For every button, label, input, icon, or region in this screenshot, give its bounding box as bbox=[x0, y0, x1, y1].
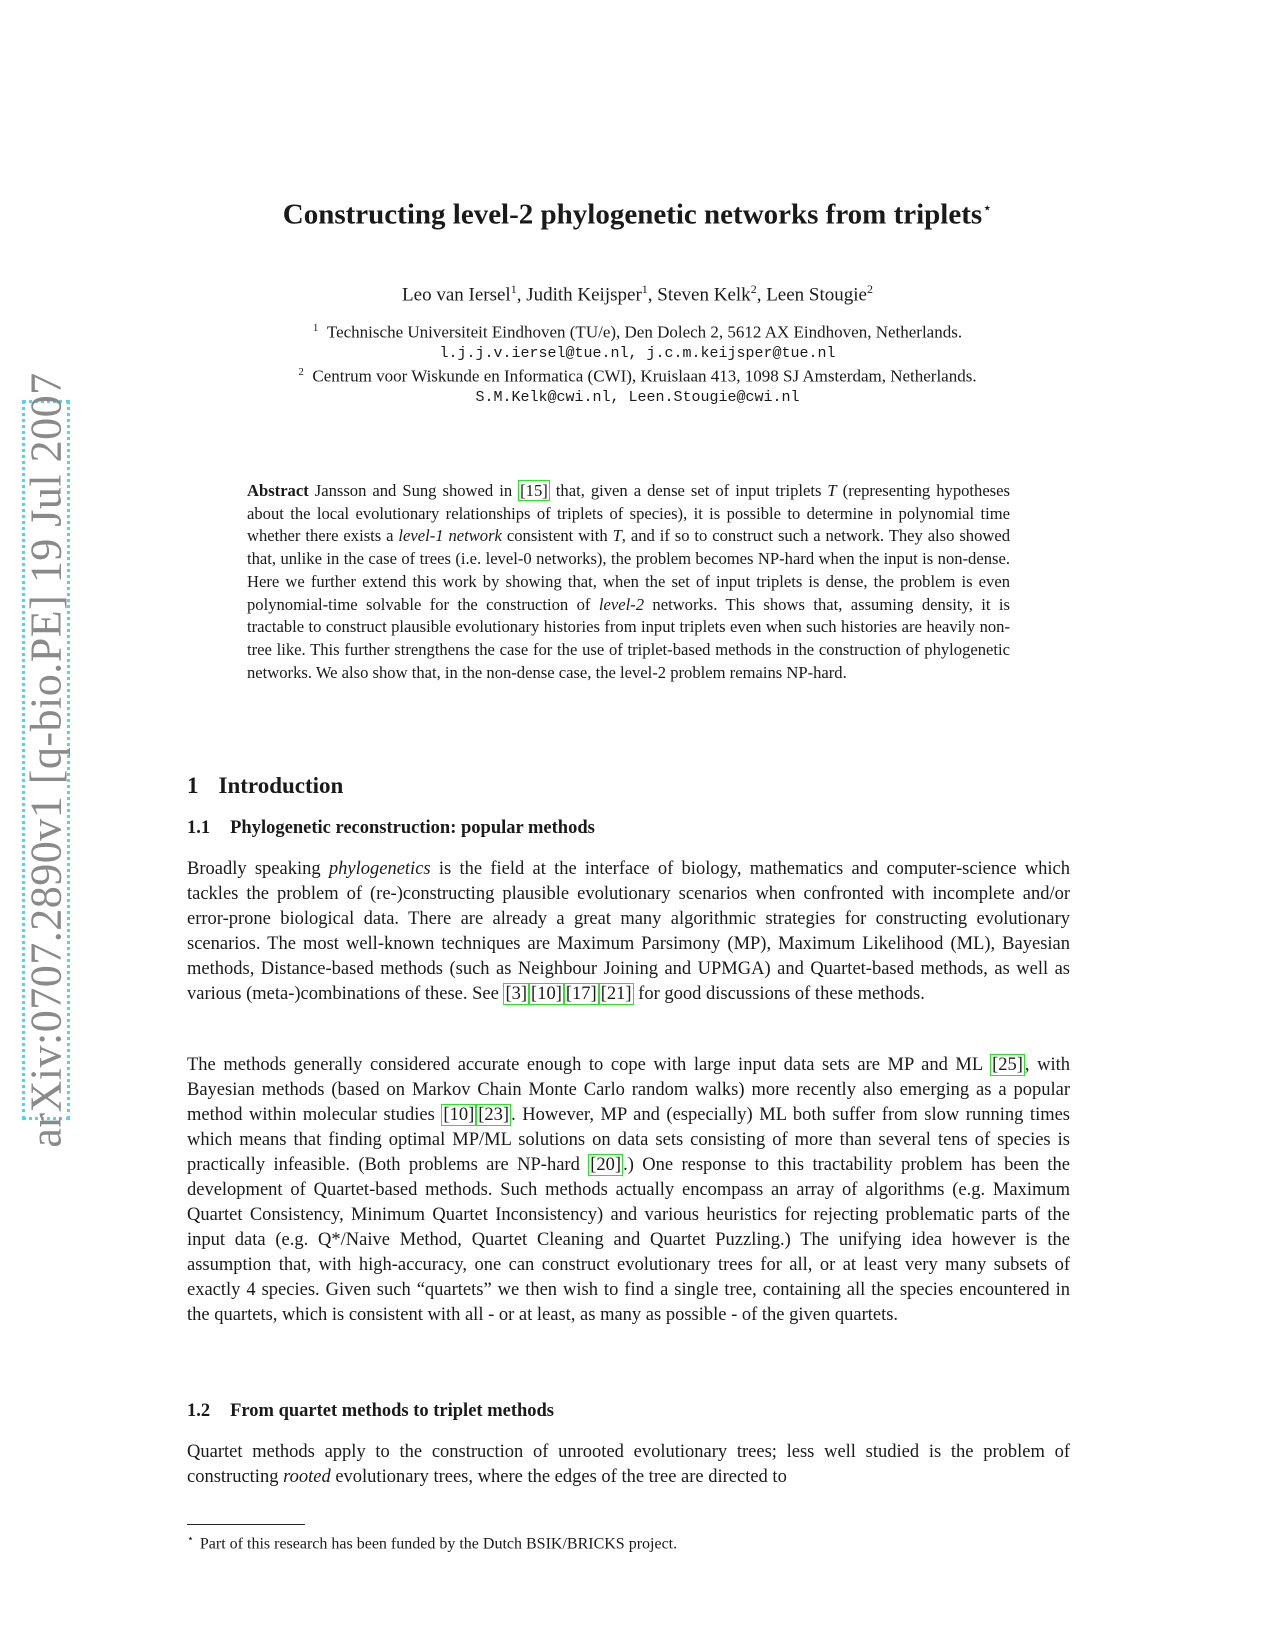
abstract-label: Abstract bbox=[247, 481, 309, 500]
author-name: Leen Stougie bbox=[766, 284, 867, 306]
arxiv-id-text: arXiv:0707.2890v1 [q-bio.PE] 19 Jul 2007 bbox=[21, 372, 71, 1148]
citation-link[interactable]: [21] bbox=[600, 984, 632, 1004]
affiliation-2: $^2$ Centrum voor Wiskunde en Informatica (CWI), Kruislaan 413, 1098 SJ Amsterdam, Netherlands. bbox=[298, 366, 977, 386]
paper-title: Constructing level-2 phylogenetic networks from triplets⋆ bbox=[282, 198, 993, 231]
citation-link[interactable]: [20] bbox=[590, 1155, 622, 1175]
author-list: Leo van Iersel$^1$, Judith Keijsper$^1$, Steven Kelk$^2$, Leen Stougie$^2$ bbox=[402, 282, 873, 306]
footnote: ⋆ Part of this research has been funded by the Dutch BSIK/BRICKS project. bbox=[187, 1533, 678, 1553]
author-name: Leo van Iersel bbox=[402, 284, 511, 306]
abstract: Abstract Jansson and Sung showed in [15] that, given a dense set of input triplets T (representing hypotheses about the local evolutionary relationships of triplets of species), it is possible to determine in polynomial time whether there exists a level-1 network consistent with T, and if so to construct such a network. They also showed that, unlike in the case of trees (i.e. level-0 networks), the problem becomes NP-hard when the input is non-dense. Here we further extend this work by showing that, when the set of input triplets is dense, the problem is even polynomial-time solvable for the construction of level-2 networks. This shows that, assuming density, it is tractable to construct plausible evolutionary histories from input triplets even when such histories are heavily non-tree like. This further strengthens the case for the use of triplet-based methods in the construction of phylogenetic networks. We also show that, in the non-dense case, the level-2 problem remains NP-hard. bbox=[247, 481, 1011, 682]
citation-link[interactable]: [17] bbox=[565, 984, 597, 1004]
section-heading-introduction: 1 Introduction bbox=[187, 773, 344, 798]
paragraph-2: The methods generally considered accurate enough to cope with large input data sets are MP and ML [25] , with Bayesian methods (based on Markov Chain Monte Carlo random walks) more recently also emerging as a popular method within molecular studies [10] [23] . However, MP and (especially) ML both suffer from slow running times which means that finding optimal MP/ML solutions on data sets consisting of more than several tens of species is practically infeasible. (Both problems are NP-hard [20] .) One response to this tractability problem has been the development of Quartet-based methods. Such methods actually encompass an array of algorithms (e.g. Maximum Quartet Consistency, Minimum Quartet Inconsistency) and various heuristics for rejecting problematic parts of the input data (e.g. Q*/Naive Method, Quartet Cleaning and Quartet Puzzling.) The unifying idea however is the assumption that, with high-accuracy, one can construct evolutionary trees for all, or at least very many subsets of exactly 4 species. Given such “quartets” we then wish to find a single tree, containing all the species encountered in the quartets, which is consistent with all - or at least, as many as possible - of the given quartets. bbox=[187, 1055, 1071, 1325]
paragraph-3: Quartet methods apply to the construction of unrooted evolutionary trees; less well studied is the problem of constructing rooted evolutionary trees, where the edges of the tree are directed to bbox=[187, 1442, 1070, 1487]
affiliation-1-emails[interactable]: l.j.j.v.iersel@tue.nl, j.c.m.keijsper@tue.nl bbox=[439, 345, 836, 362]
arxiv-stamp bbox=[21, 372, 71, 1148]
author-name: Steven Kelk bbox=[657, 284, 751, 306]
citation-link[interactable]: [15] bbox=[520, 481, 548, 500]
title-footnote-mark: ⋆ bbox=[982, 200, 993, 217]
citation-link[interactable]: [25] bbox=[992, 1055, 1023, 1075]
footnote-divider bbox=[187, 1524, 305, 1525]
author-name: Judith Keijsper bbox=[526, 284, 642, 306]
subsection-heading-1-1: 1.1 Phylogenetic reconstruction: popular methods bbox=[187, 818, 595, 838]
affiliation-1: $^1$ Technische Universiteit Eindhoven (TU/e), Den Dolech 2, 5612 AX Eindhoven, Netherlands. bbox=[312, 322, 963, 342]
paragraph-1: Broadly speaking phylogenetics is the field at the interface of biology, mathematics and computer-science which tackles the problem of (re-)constructing plausible evolutionary scenarios when confronted with incomplete and/or error-prone biological data. There are already a great many algorithmic strategies for constructing evolutionary scenarios. The most well-known techniques are Maximum Parsimony (MP), Maximum Likelihood (ML), Bayesian methods, Distance-based methods (such as Neighbour Joining and UPMGA) and Quartet-based methods, as well as various (meta-)combinations of these. See [3] [10] [17] [21] for good discussions of these methods. bbox=[187, 859, 1071, 1004]
affiliation-2-emails[interactable]: S.M.Kelk@cwi.nl, Leen.Stougie@cwi.nl bbox=[475, 389, 800, 406]
subsection-heading-1-2: 1.2 From quartet methods to triplet methods bbox=[187, 1401, 555, 1421]
citation-link[interactable]: [10] bbox=[531, 984, 562, 1004]
citation-link[interactable]: [3] bbox=[505, 984, 528, 1004]
citation-link[interactable]: [23] bbox=[478, 1105, 510, 1125]
citation-link[interactable]: [10] bbox=[443, 1105, 475, 1125]
